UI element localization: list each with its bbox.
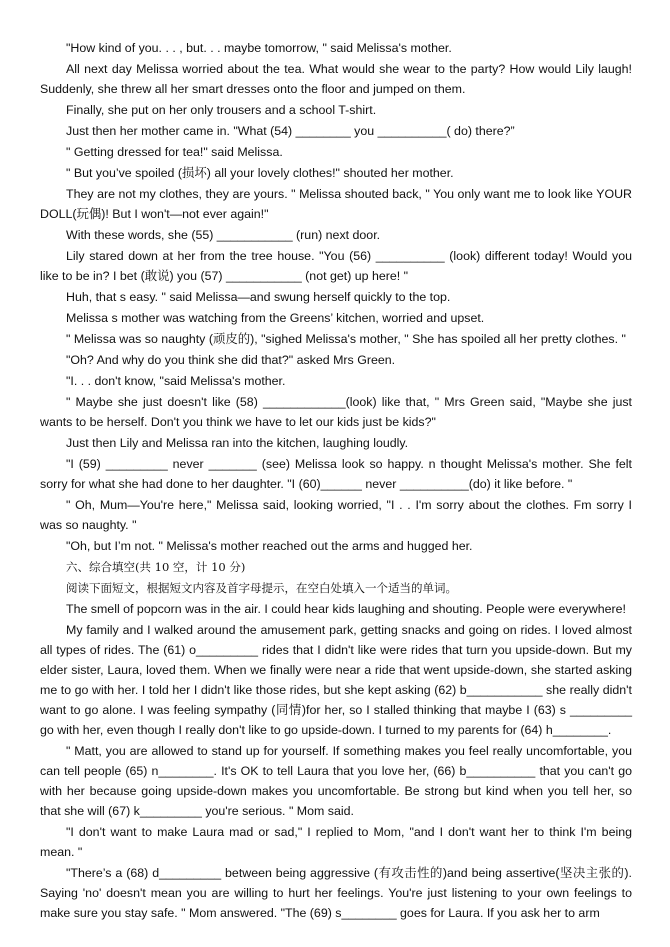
paragraph: Lily stared down at her from the tree house. "You (56) __________ (look) different today! Would you like to be in? I bet (敢说) you (57) ___________ (not get) up here! " bbox=[40, 249, 632, 283]
paragraph: "I (59) _________ never _______ (see) Melissa look so happy. n thought Melissa's mother. She felt sorry for what she had done to her daughter. "I (60)______ never __________(do) it like before. " bbox=[40, 457, 632, 491]
paragraph: " But you’ve spoiled (损坏) all your lovely clothes!" shouted her mother. bbox=[66, 166, 454, 180]
paragraph: "Oh, but I’m not. " Melissa's mother reached out the arms and hugged her. bbox=[66, 539, 473, 553]
paragraph: "I. . . don't know, "said Melissa's mother. bbox=[66, 374, 286, 388]
paragraph: All next day Melissa worried about the tea. What would she wear to the party? How would Lily laugh! Suddenly, she threw all her smart dresses onto the floor and jumped on them. bbox=[40, 62, 632, 96]
paragraph: Just then her mother came in. "What (54) ________ you __________( do) there?” bbox=[66, 124, 515, 138]
section-header bbox=[40, 557, 632, 598]
section-instruction: 阅读下面短文，根据短文内容及首字母提示，在空白处填入一个适当的单词。 bbox=[66, 581, 457, 595]
paragraph: " Maybe she just doesn't like (58) ____________(look) like that, " Mrs Green said, "Maybe she just wants to be herself. Don't you think we have to let our kids just be kids?" bbox=[40, 395, 632, 429]
paragraph: "There’s a (68) d_________ between being aggressive (有攻击性的)and being assertive(坚决主张的). Saying 'no' doesn't mean you are willing to hurt her feelings. You're just listening to your own feelings to make sure you stay safe. " Mom answered. "The (69) s________ goes for Laura. If you ask her to arm bbox=[40, 866, 632, 920]
paragraph: Huh, that s easy. " said Melissa—and swung herself quickly to the top. bbox=[66, 290, 451, 304]
paragraph: The smell of popcorn was in the air. I could hear kids laughing and shouting. People were everywhere! bbox=[66, 602, 626, 616]
paragraph: " Melissa was so naughty (顽皮的), "sighed Melissa's mother, " She has spoiled all her pretty clothes. " bbox=[66, 332, 626, 346]
paragraph: Finally, she put on her only trousers and a school T-shirt. bbox=[66, 103, 377, 117]
paragraph: " Matt, you are allowed to stand up for yourself. If something makes you feel really uncomfortable, you can tell people (65) n________. It's OK to tell Laura that you love her, (66) b__________ that you can't go with her because going upside-down makes you uncomfortable. Be strong but kind when you tell her, so that she will (67) k_________ you're serious. " Mom said. bbox=[40, 744, 632, 818]
paragraph: Melissa s mother was watching from the Greens’ kitchen, worried and upset. bbox=[66, 311, 485, 325]
document-page bbox=[40, 38, 632, 924]
paragraph: My family and I walked around the amusement park, getting snacks and going on rides. I loved almost all types of rides. The (61) o_________ rides that I didn't like were rides that turn you upside-down. But my elder sister, Laura, loved them. When we finally were near a ride that went upside-down, she started asking me to go with her. I told her I didn't like those rides, but she kept asking (62) b___________ she really didn't want to go alone. I was feeling sympathy (同情)for her, so I stalled thinking that maybe I (63) s _________ go with her, even though I really don't like to go upside-down. I turned to my parents for (64) h________. bbox=[40, 623, 632, 737]
paragraph: Just then Lily and Melissa ran into the kitchen, laughing loudly. bbox=[66, 436, 409, 450]
paragraph: "Oh? And why do you think she did that?" asked Mrs Green. bbox=[66, 353, 396, 367]
paragraph: "I don't want to make Laura mad or sad," I replied to Mom, "and I don't want her to think I'm being mean. " bbox=[40, 825, 632, 859]
paragraph: They are not my clothes, they are yours. " Melissa shouted back, " You only want me to look like YOUR DOLL(玩偶)! But I won't—not ever again!" bbox=[40, 187, 632, 221]
paragraph: " Oh, Mum—You're here," Melissa said, looking worried, "I . . I'm sorry about the clothes. Fm sorry I was so naughty. " bbox=[40, 498, 632, 532]
passage-2 bbox=[40, 599, 632, 923]
paragraph: " Getting dressed for tea!" said Melissa. bbox=[66, 145, 283, 159]
passage-1 bbox=[40, 38, 632, 556]
paragraph: "How kind of you. . . , but. . . maybe tomorrow, " said Melissa's mother. bbox=[66, 41, 452, 55]
section-title: 六、综合填空(共 10 空，计 10 分) bbox=[66, 560, 246, 574]
paragraph: With these words, she (55) ___________ (run) next door. bbox=[66, 228, 381, 242]
